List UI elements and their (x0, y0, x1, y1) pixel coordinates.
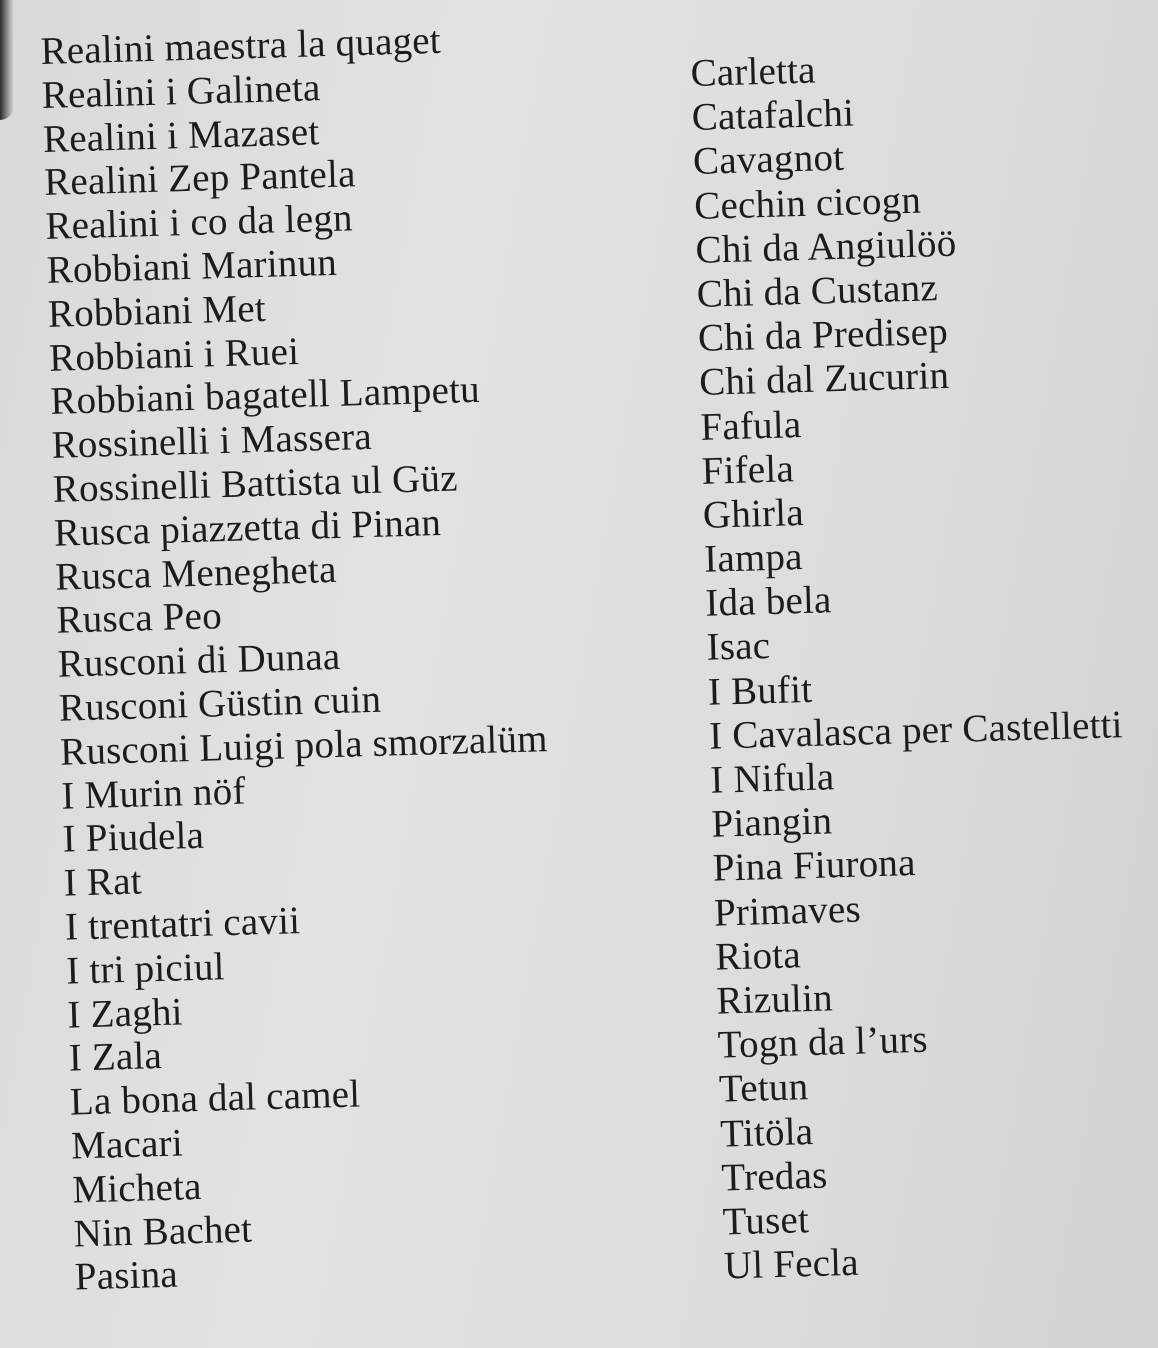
name-entry: Pasina (74, 1252, 179, 1299)
name-entry: Realini i Mazaset (42, 109, 320, 161)
name-entry: Rusconi Güstin cuin (58, 677, 382, 730)
name-entry: I Zaghi (66, 989, 184, 1037)
name-entry: Tuset (722, 1198, 810, 1244)
name-entry: Ida bela (704, 578, 833, 626)
name-entry: Realini maestra la quaget (40, 18, 442, 73)
name-entry: Titöla (719, 1109, 814, 1156)
name-entry: Ghirla (702, 490, 805, 537)
name-entry: Primaves (713, 887, 862, 935)
name-entry: Chi dal Zucurin (698, 354, 950, 405)
name-entry: Chi da Angiulöö (694, 221, 957, 272)
name-entry: La bona dal camel (69, 1072, 361, 1124)
name-entry: Robbiani bagatell Lampetu (49, 368, 481, 424)
name-entry: Fafula (699, 402, 802, 449)
name-entry: Rossinelli i Massera (51, 415, 373, 468)
name-entry: Realini i Galineta (41, 65, 322, 117)
name-entry: Pina Fiurona (712, 841, 917, 891)
name-entry: Piangin (710, 799, 833, 846)
name-entry: Cechin cicogn (693, 178, 922, 228)
name-entry: Isac (706, 624, 771, 670)
name-entry: Rusconi Luigi pola smorzalüm (59, 716, 549, 774)
name-entry: Ul Fecla (723, 1240, 860, 1288)
name-entry: I Nifula (709, 755, 835, 802)
name-entry: Macari (70, 1121, 184, 1168)
name-entry: Catafalchi (691, 91, 855, 140)
name-entry: Robbiani Marinun (46, 240, 338, 292)
name-entry: Rusca Menegheta (54, 547, 338, 599)
name-entry: Rossinelli Battista ul Güz (52, 456, 459, 511)
name-entry: I trentatri cavii (64, 899, 301, 949)
right-name-column (690, 40, 1138, 1288)
name-entry: Cavagnot (692, 136, 845, 184)
name-entry: Carletta (690, 48, 817, 95)
name-entry: Realini Zep Pantela (43, 152, 357, 205)
name-entry: Chi da Predisep (697, 310, 949, 361)
name-entry: I Rat (63, 859, 143, 905)
book-spine-shadow (0, 0, 14, 120)
name-entry: Nin Bachet (73, 1207, 253, 1256)
name-entry: I Murin nöf (60, 769, 247, 818)
name-entry: Riota (714, 933, 802, 979)
name-entry: Rusca Peo (55, 594, 223, 643)
name-entry: I Piudela (62, 814, 205, 862)
left-name-column (40, 16, 563, 1299)
name-entry: I Cavalasca per Castelletti (708, 703, 1124, 758)
name-entry: Tredas (720, 1153, 828, 1200)
name-entry: Iampa (703, 535, 804, 581)
name-entry: I Bufit (707, 667, 813, 714)
name-entry: Rusca piazzetta di Pinan (53, 500, 442, 555)
name-entry: I tri piciul (65, 944, 226, 993)
name-entry: Tetun (718, 1065, 809, 1111)
name-entry: Togn da l’urs (717, 1017, 929, 1067)
name-entry: Robbiani Met (47, 286, 267, 336)
name-entry: Realini i co da legn (44, 196, 354, 249)
name-entry: Micheta (71, 1164, 203, 1212)
name-entry: Robbiani i Ruei (48, 329, 300, 380)
name-entry: Rizulin (715, 976, 834, 1023)
name-entry: Chi da Custanz (696, 266, 939, 316)
name-entry: I Zala (68, 1034, 163, 1080)
name-entry: Rusconi di Dunaa (57, 635, 341, 686)
name-entry: Fifela (701, 446, 795, 493)
